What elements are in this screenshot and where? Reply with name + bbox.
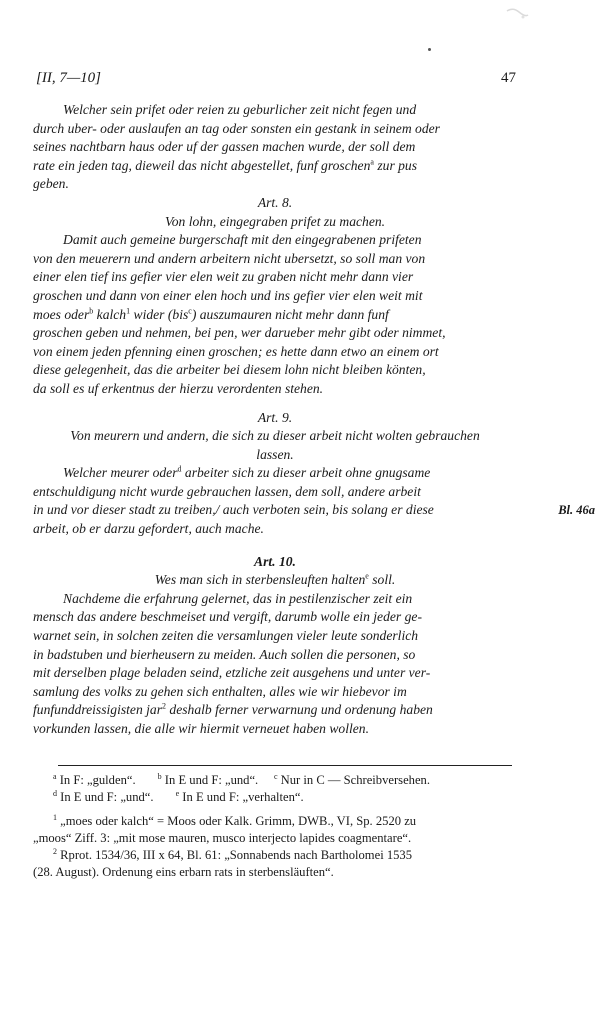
footnote-row-letters: $^a$ In F: „gulden“. $^b$ In E und F: „und“. $^c$ Nur in C — Schreibversehen. <box>53 771 431 787</box>
footnote-row-letters-2: $^d$ In E und F: „und“. $^e$ In E und F: „verhalten“. <box>53 788 304 804</box>
article-9-line: arbeit, ob er darzu gefordert, auch mache. <box>33 521 264 537</box>
footnote-2: $^2$ Rprot. 1534/36, III x 64, Bl. 61: „Sonnabends nach Bartholomei 1535 <box>53 846 413 862</box>
intro-line: Welcher sein prifet oder reien zu geburlicher zeit nicht fegen und <box>63 102 417 117</box>
article-10-line: in badstuben und bierheusern zu meiden. Auch sollen die personen, so <box>33 646 416 662</box>
article-9-line: entschuldigung nicht wurde gebrauchen lassen, dem soll, andere arbeit <box>33 483 421 499</box>
article-10-line: funfunddreissigisten jar$^2$ deshalb ferner verwarnung und ordenung haben <box>33 701 433 718</box>
page-number: 47 <box>501 70 516 86</box>
article-10-heading: Art. 10. <box>254 553 296 569</box>
article-8-title: Von lohn, eingegraben prifet zu machen. <box>164 213 386 229</box>
intro-line: seines nachtbarn haus oder uf der gassen machen wurde, der soll dem <box>33 139 416 155</box>
paper-speck <box>428 48 431 51</box>
article-8-heading: Art. 8. <box>257 194 293 210</box>
article-8-line: groschen und dann von einer elen hoch und ins gefier vier elen weit mit <box>33 287 423 303</box>
footnote-1-cont: „moos“ Ziff. 3: „mit mose mauren, musco interjecto lapides coagmentare“. <box>33 831 412 845</box>
section-reference: [II, 7—10] <box>36 70 102 86</box>
article-8-line: diese gelegenheit, das die arbeiter bei diesem lohn nicht bleiben könten, <box>33 362 426 378</box>
article-8-line: da soll es uf erkentnus der hierzu verordenten stehen. <box>33 380 324 396</box>
intro-line: durch uber- oder auslaufen an tag oder sonsten ein gestank in seinem oder <box>33 120 440 136</box>
article-10-line: warnet sein, in solchen zeiten die versamlungen vieler leute sonderlich <box>33 628 419 644</box>
article-10-line: samlung des volks zu gehen sich enthalten, alles wie wir hiebevor im <box>33 683 407 699</box>
article-9-line: in und vor dieser stadt zu treiben,/ auch verboten sein, bis solang er diese Bl. 46a <box>33 501 517 520</box>
article-8-line: moes oder$^b$ kalch$^1$ wider (bis$^c$) auszumauren nicht mehr dann funf <box>33 306 389 322</box>
article-10-line: Nachdeme die erfahrung gelernet, das in pestilenzischer zeit ein <box>63 590 413 606</box>
article-10-line: mit derselben plage beladen seind, etzliche zeit ausgehens und unter ver- <box>33 665 431 681</box>
article-8-line: groschen geben und nehmen, bei pen, wer darueber mehr gibt oder nimmet, <box>33 325 446 341</box>
article-8-line: einer elen tief ins gefier vier elen weit zu graben nicht mehr dann vier <box>33 269 414 285</box>
footnote-2-cont: (28. August). Ordenung eins erbarn rats in sterbensläuften“. <box>33 865 334 879</box>
footnotes <box>33 772 519 881</box>
page-header <box>36 70 516 87</box>
main-text <box>33 101 595 739</box>
intro-line: geben. <box>33 176 69 192</box>
article-10-title: Wes man sich in sterbensleuften halten$^e$ soll. <box>154 571 396 588</box>
article-10-line: mensch das andere beschmeiset und vergift, darumb wolle ein jeder ge- <box>33 609 422 625</box>
footnote-1: $^1$ „moes oder kalch“ = Moos oder Kalk. Grimm, DWB., VI, Sp. 2520 zu <box>53 812 417 828</box>
article-9-line: Welcher meurer oder$^d$ arbeiter sich zu dieser arbeit ohne gnugsame <box>63 464 431 481</box>
article-9-heading: Art. 9. <box>257 409 293 425</box>
footnote-divider <box>58 765 512 766</box>
article-9-title: Von meurern und andern, die sich zu dieser arbeit nicht wolten gebrauchen <box>70 428 480 444</box>
article-8-line: von einem jeden pfenning einen groschen; es hette dann etwo an einem ort <box>33 343 439 359</box>
paper-smudge <box>505 5 529 21</box>
margin-folio-note: Bl. 46a <box>558 503 595 518</box>
intro-line: rate ein jeden tag, dieweil das nicht abgestellet, funf groschen$^a$ zur pus <box>33 157 418 173</box>
article-10-line: vorkunden lassen, die alle wir hiermit verneuet haben wollen. <box>33 721 370 736</box>
article-8-line: von den meuerern und andern arbeitern nicht ubersetzt, so soll man von <box>33 250 426 266</box>
article-8-line: Damit auch gemeine burgerschaft mit den eingegrabenen prifeten <box>63 232 422 248</box>
article-9-title-cont: lassen. <box>256 446 294 462</box>
